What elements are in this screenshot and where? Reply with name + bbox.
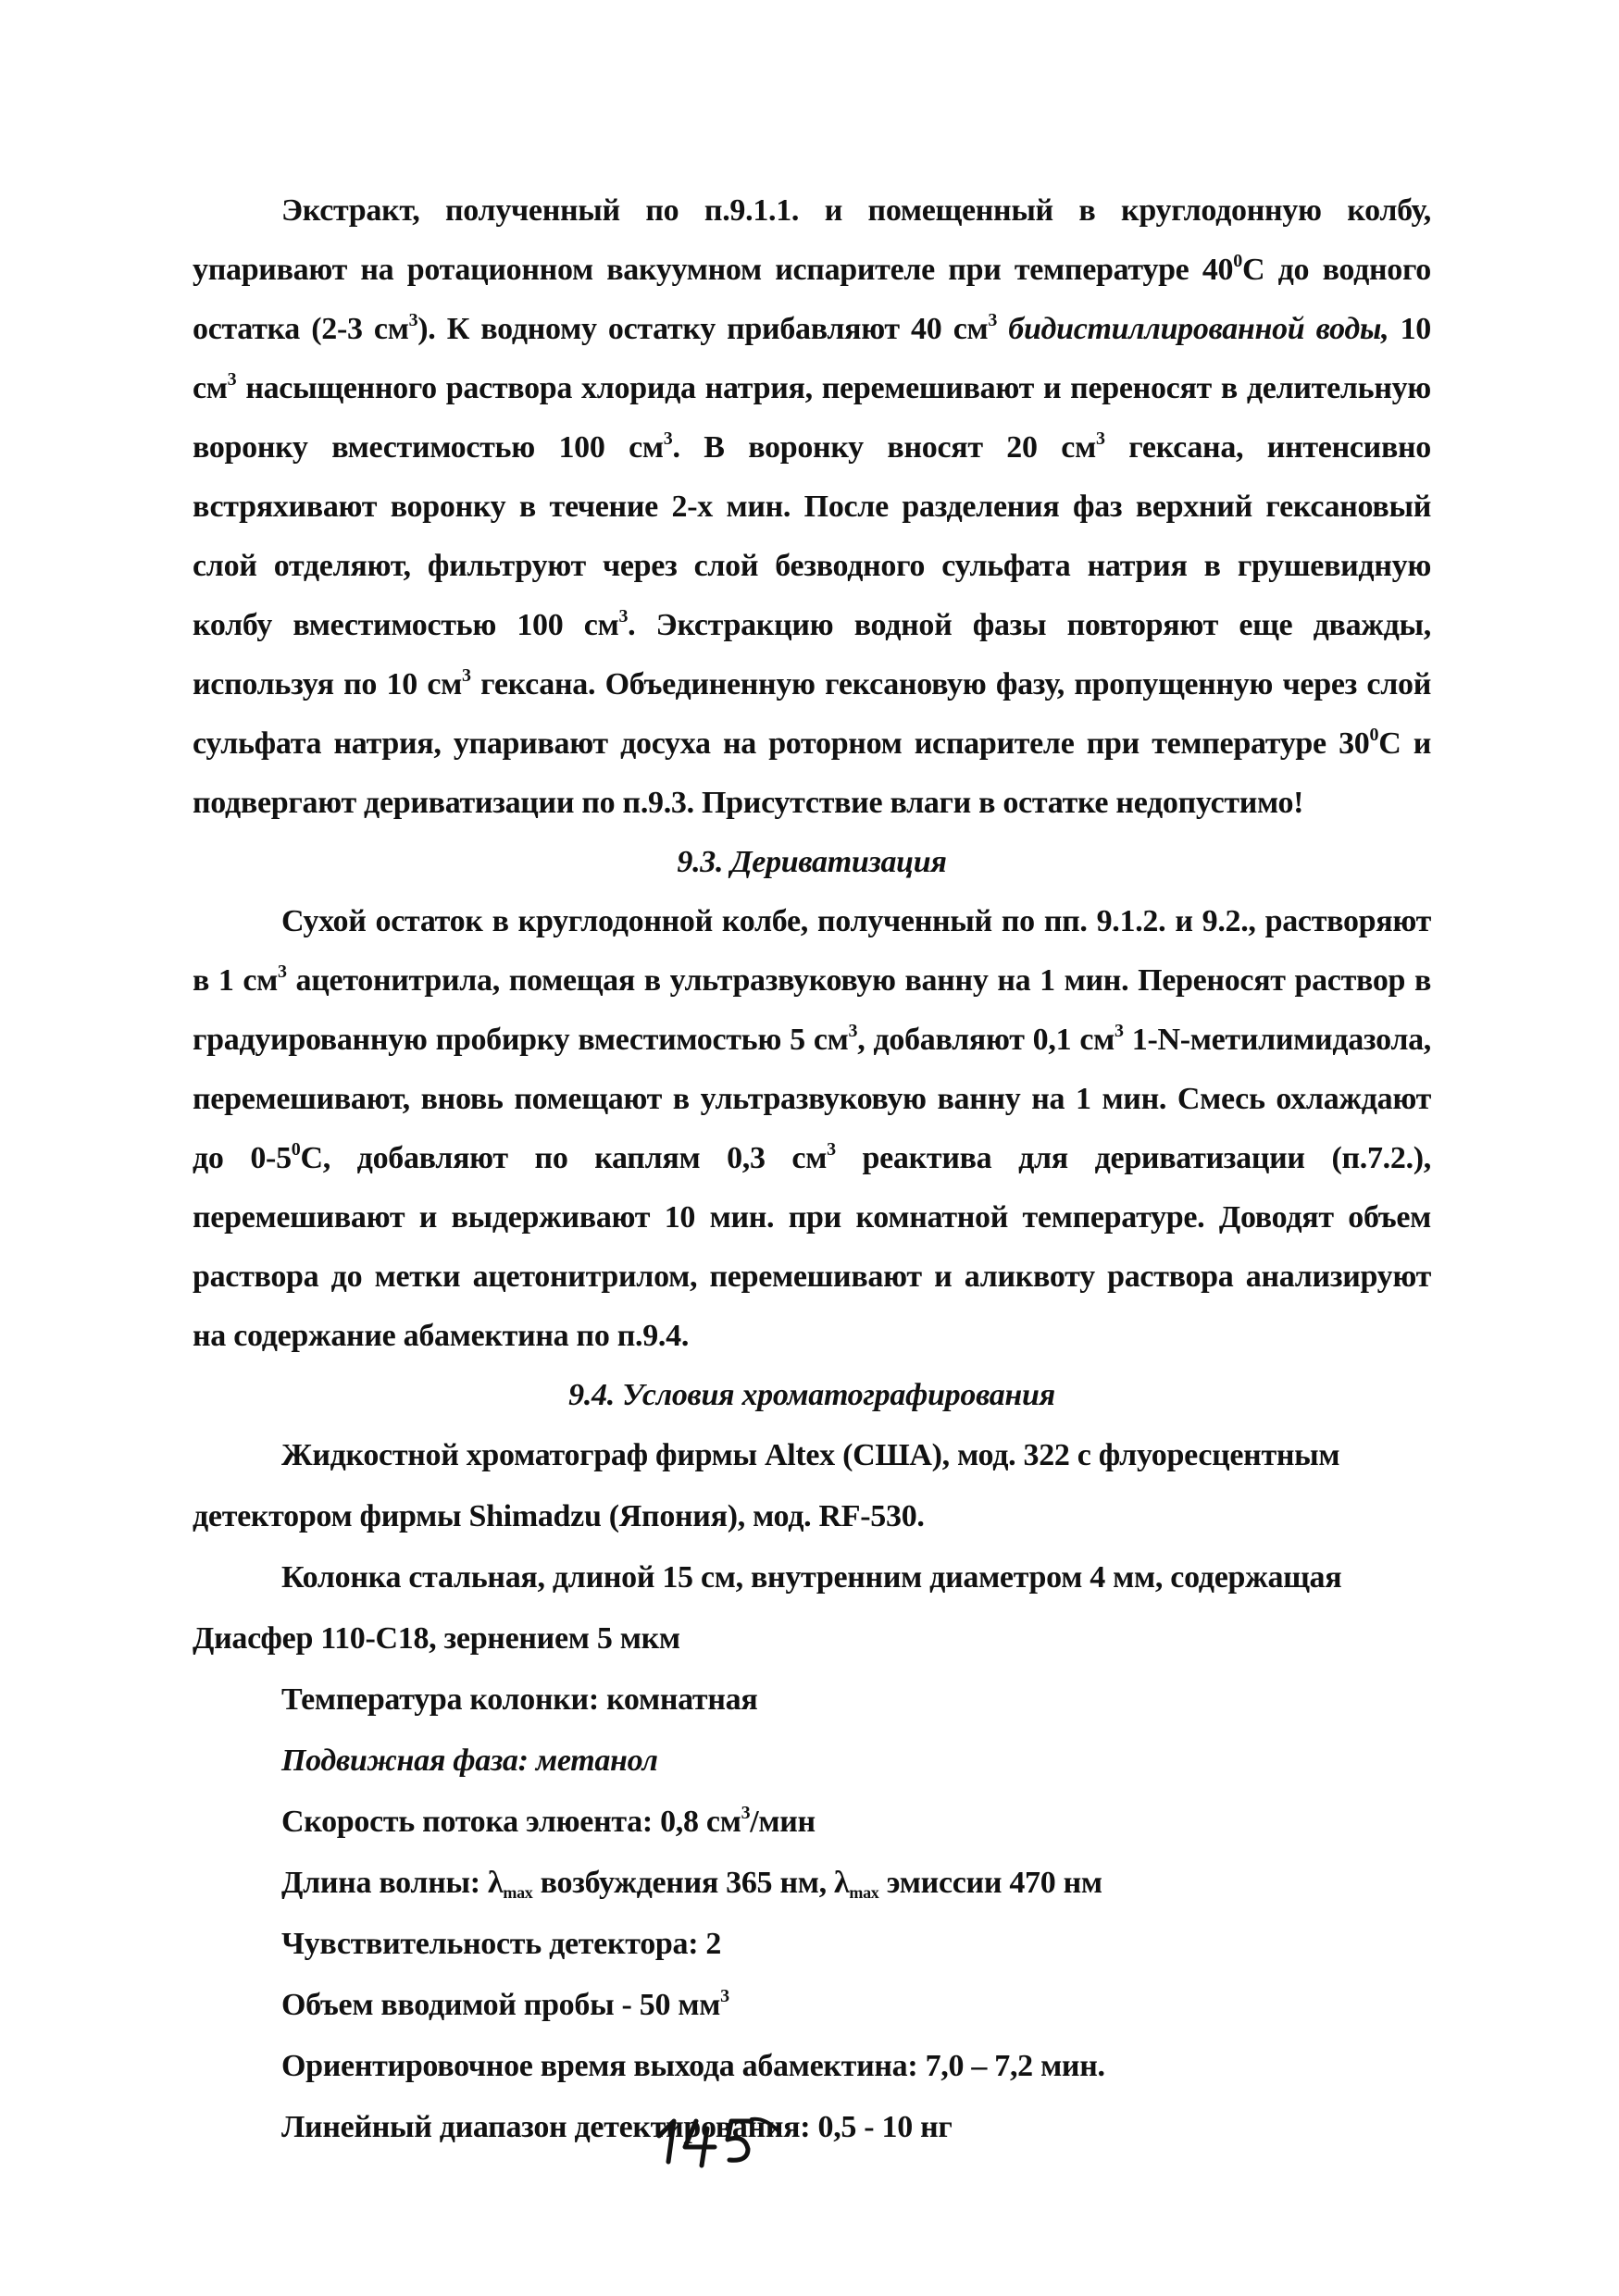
param-flow-rate: Скорость потока элюента: 0,8 $см^3$/мин bbox=[281, 1803, 816, 1839]
param-injection-volume: Объем вводимой пробы - 50 $мм^3$ bbox=[281, 1986, 729, 2022]
handwritten-page-number bbox=[648, 2101, 796, 2175]
handwritten-page-number-glyph bbox=[648, 2101, 796, 2175]
instrument-line-1: Жидкостной хроматограф фирмы Altex (США), мод. 322 с флуоресцентным bbox=[281, 1438, 1340, 1472]
param-linear-range: Линейный диапазон детектирования: 0,5 - 10 нг bbox=[281, 2110, 953, 2144]
column-line-2: Диасфер 110-С18, зернением 5 мкм bbox=[193, 1621, 680, 1656]
section-heading-chromatography: 9.4. Условия хроматографирования bbox=[568, 1378, 1055, 1412]
section-heading-derivatization: 9.3. Дериватизация bbox=[677, 845, 947, 879]
param-sensitivity: Чувствительность детектора: 2 bbox=[281, 1927, 722, 1961]
text-column bbox=[193, 181, 1431, 2158]
param-retention-time: Ориентировочное время выхода абамектина: 7,0 – 7,2 мин. bbox=[281, 2049, 1105, 2083]
param-mobile-phase: Подвижная фаза: метанол bbox=[281, 1744, 658, 1778]
paragraph-derivatization: Сухой остаток в круглодонной колбе, полученный по пп. 9.1.2. и 9.2., растворяют в 1 $см^3$ ацетонитрила, помещая в ультразвуковую ванну на 1 мин. Переносят раствор в градуированную пробирку вместимостью 5 $см^3$, добавляют 0,1 $см^3$ 1-N-метилимидазола, перемешивают, вновь помещают в ультразвуковую ванну на 1 мин. Смесь охлаждают до $0-5^0С$, добавляют по каплям 0,3 $см^3$ реактива для дериватизации (п.7.2.), перемешивают и выдерживают 10 мин. при комнатной температуре. Доводят объем раствора до метки ацетонитрилом, перемешивают и аликвоту раствора анализируют на содержание абамектина по п.9.4. bbox=[193, 904, 1432, 1353]
param-temperature: Температура колонки: комнатная bbox=[281, 1682, 758, 1717]
instrument-line-2: детектором фирмы Shimadzu (Япония), мод. RF-530. bbox=[193, 1499, 925, 1533]
paragraph-extract: Экстракт, полученный по п.9.1.1. и помещенный в круглодонную колбу, упаривают на ротационном вакуумном испарителе при температуре $40^0С$ до водного остатка (2-3 $см^3$). К водному остатку прибавляют 40 $см^3$ бидистиллированной воды, 10 $см^3$ насыщенного раствора хлорида натрия, перемешивают и переносят в делительную воронку вместимостью 100 $см^3$. В воронку вносят 20 $см^3$ гексана, интенсивно встряхивают воронку в течение 2-х мин. После разделения фаз верхний гексановый слой отделяют, фильтруют через слой безводного сульфата натрия в грушевидную колбу вместимостью 100 $см^3$. Экстракцию водной фазы повторяют еще дважды, используя по 10 $см^3$ гексана. Объединенную гексановую фазу, пропущенную через слой сульфата натрия, упаривают досуха на роторном испарителе при температуре $30^0С$ и подвергают дериватизации по п.9.3. Присутствие влаги в остатке недопустимо! bbox=[193, 193, 1432, 820]
param-wavelength: Длина волны: $\lambda_{max}$ возбуждения 365 нм, $\lambda_{max}$ эмиссии 470 нм bbox=[281, 1866, 1102, 1902]
column-line-1: Колонка стальная, длиной 15 см, внутренним диаметром 4 мм, содержащая bbox=[281, 1560, 1342, 1595]
